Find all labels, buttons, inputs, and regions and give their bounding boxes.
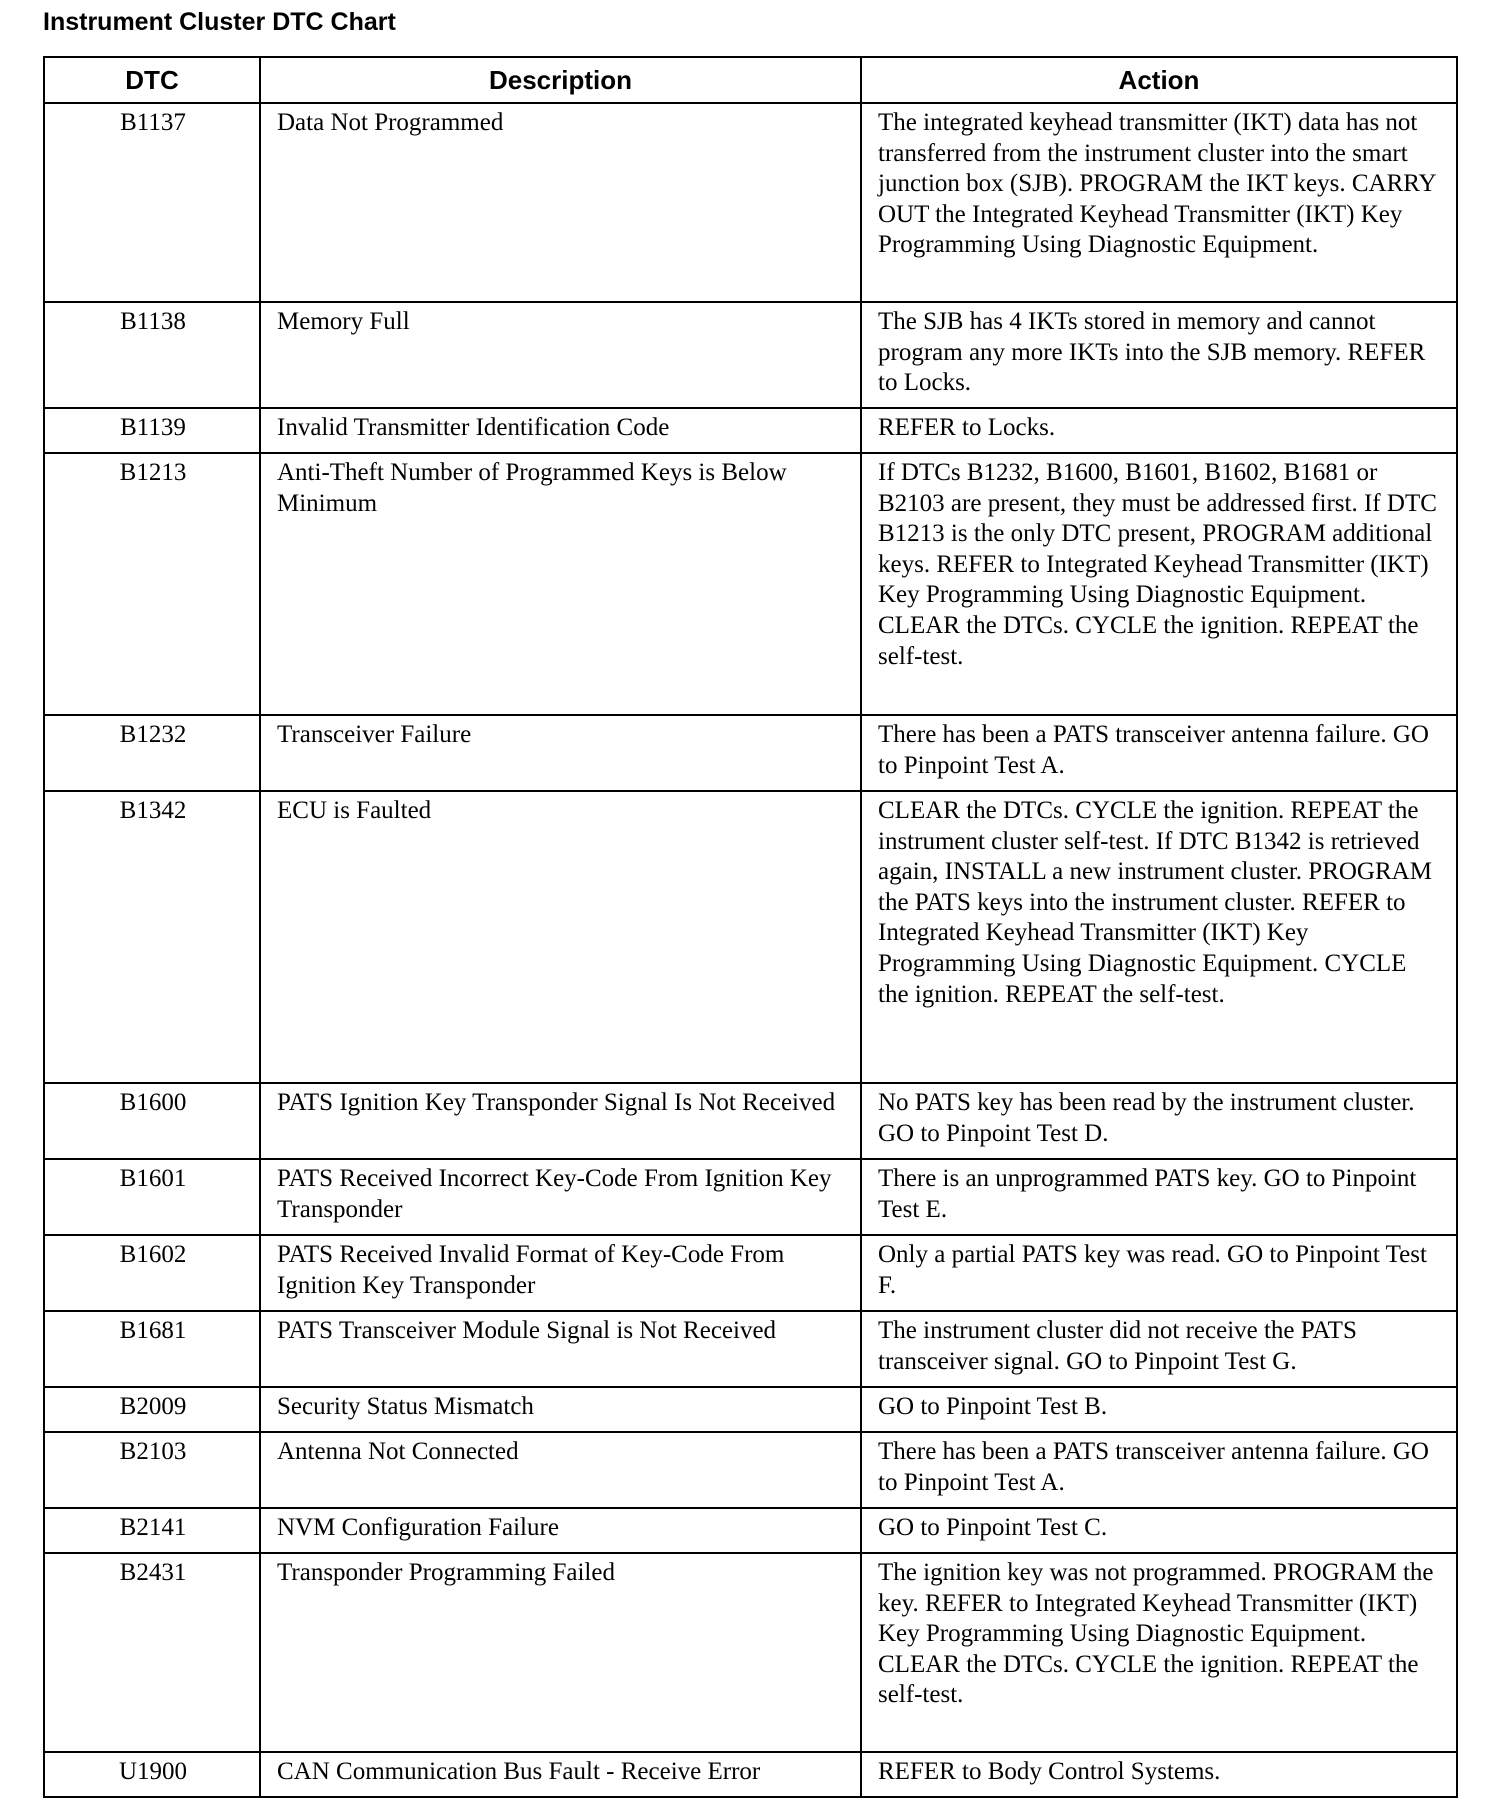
dtc-description: ECU is Faulted [260, 791, 861, 1083]
table-row [44, 1311, 1457, 1387]
dtc-description: Security Status Mismatch [260, 1387, 861, 1432]
dtc-description: Transponder Programming Failed [260, 1553, 861, 1752]
dtc-description: NVM Configuration Failure [260, 1508, 861, 1553]
dtc-action: GO to Pinpoint Test B. [861, 1387, 1457, 1432]
dtc-action: The instrument cluster did not receive the PATS transceiver signal. GO to Pinpoint Test G. [861, 1311, 1457, 1387]
table-row [44, 791, 1457, 1083]
dtc-action: No PATS key has been read by the instrument cluster. GO to Pinpoint Test D. [861, 1083, 1457, 1159]
dtc-code: B1137 [44, 103, 260, 302]
table-row [44, 1553, 1457, 1752]
dtc-description: Antenna Not Connected [260, 1432, 861, 1508]
column-header-action: Action [861, 57, 1457, 103]
dtc-action: GO to Pinpoint Test C. [861, 1508, 1457, 1553]
dtc-code: B1232 [44, 715, 260, 791]
dtc-action: The integrated keyhead transmitter (IKT) data has not transferred from the instrument cluster into the smart junction box (SJB). PROGRAM the IKT keys. CARRY OUT the Integrated Keyhead Transmitter (IKT) Key Programming Using Diagnostic Equipment. [861, 103, 1457, 302]
column-header-dtc: DTC [44, 57, 260, 103]
dtc-action: REFER to Body Control Systems. [861, 1752, 1457, 1797]
dtc-description: PATS Received Invalid Format of Key-Code From Ignition Key Transponder [260, 1235, 861, 1311]
table-row [44, 103, 1457, 302]
dtc-action: Only a partial PATS key was read. GO to Pinpoint Test F. [861, 1235, 1457, 1311]
table-header-row [44, 57, 1457, 103]
table-row [44, 1432, 1457, 1508]
dtc-code: B2009 [44, 1387, 260, 1432]
table-row [44, 1387, 1457, 1432]
table-row [44, 408, 1457, 453]
dtc-code: B2141 [44, 1508, 260, 1553]
dtc-code: B1602 [44, 1235, 260, 1311]
column-header-description: Description [260, 57, 861, 103]
page-title: Instrument Cluster DTC Chart [43, 8, 396, 36]
dtc-action: There is an unprogrammed PATS key. GO to Pinpoint Test E. [861, 1159, 1457, 1235]
table-row [44, 453, 1457, 715]
table-row [44, 1159, 1457, 1235]
dtc-code: B1600 [44, 1083, 260, 1159]
dtc-description: PATS Ignition Key Transponder Signal Is Not Received [260, 1083, 861, 1159]
dtc-action: The ignition key was not programmed. PROGRAM the key. REFER to Integrated Keyhead Transmitter (IKT) Key Programming Using Diagnostic Equipment. CLEAR the DTCs. CYCLE the ignition. REPEAT the self-test. [861, 1553, 1457, 1752]
dtc-action: CLEAR the DTCs. CYCLE the ignition. REPEAT the instrument cluster self-test. If DTC B1342 is retrieved again, INSTALL a new instrument cluster. PROGRAM the PATS keys into the instrument cluster. REFER to Integrated Keyhead Transmitter (IKT) Key Programming Using Diagnostic Equipment. CYCLE the ignition. REPEAT the self-test. [861, 791, 1457, 1083]
dtc-code: B1213 [44, 453, 260, 715]
dtc-description: Anti-Theft Number of Programmed Keys is Below Minimum [260, 453, 861, 715]
dtc-code: B2103 [44, 1432, 260, 1508]
table-row [44, 1752, 1457, 1797]
dtc-code: B1138 [44, 302, 260, 408]
dtc-description: Invalid Transmitter Identification Code [260, 408, 861, 453]
dtc-description: Data Not Programmed [260, 103, 861, 302]
dtc-action: There has been a PATS transceiver antenna failure. GO to Pinpoint Test A. [861, 1432, 1457, 1508]
dtc-action: REFER to Locks. [861, 408, 1457, 453]
table-row [44, 1083, 1457, 1159]
dtc-action: The SJB has 4 IKTs stored in memory and cannot program any more IKTs into the SJB memory. REFER to Locks. [861, 302, 1457, 408]
dtc-description: CAN Communication Bus Fault - Receive Error [260, 1752, 861, 1797]
dtc-description: Transceiver Failure [260, 715, 861, 791]
table-row [44, 1235, 1457, 1311]
dtc-code: B1139 [44, 408, 260, 453]
dtc-code: B1681 [44, 1311, 260, 1387]
dtc-description: Memory Full [260, 302, 861, 408]
dtc-action: If DTCs B1232, B1600, B1601, B1602, B1681 or B2103 are present, they must be addressed first. If DTC B1213 is the only DTC present, PROGRAM additional keys. REFER to Integrated Keyhead Transmitter (IKT) Key Programming Using Diagnostic Equipment. CLEAR the DTCs. CYCLE the ignition. REPEAT the self-test. [861, 453, 1457, 715]
dtc-code: U1900 [44, 1752, 260, 1797]
table-row [44, 1508, 1457, 1553]
dtc-code: B1342 [44, 791, 260, 1083]
dtc-description: PATS Transceiver Module Signal is Not Received [260, 1311, 861, 1387]
dtc-action: There has been a PATS transceiver antenna failure. GO to Pinpoint Test A. [861, 715, 1457, 791]
dtc-description: PATS Received Incorrect Key-Code From Ignition Key Transponder [260, 1159, 861, 1235]
table-row [44, 715, 1457, 791]
dtc-code: B2431 [44, 1553, 260, 1752]
dtc-table [43, 56, 1458, 1798]
dtc-code: B1601 [44, 1159, 260, 1235]
table-row [44, 302, 1457, 408]
